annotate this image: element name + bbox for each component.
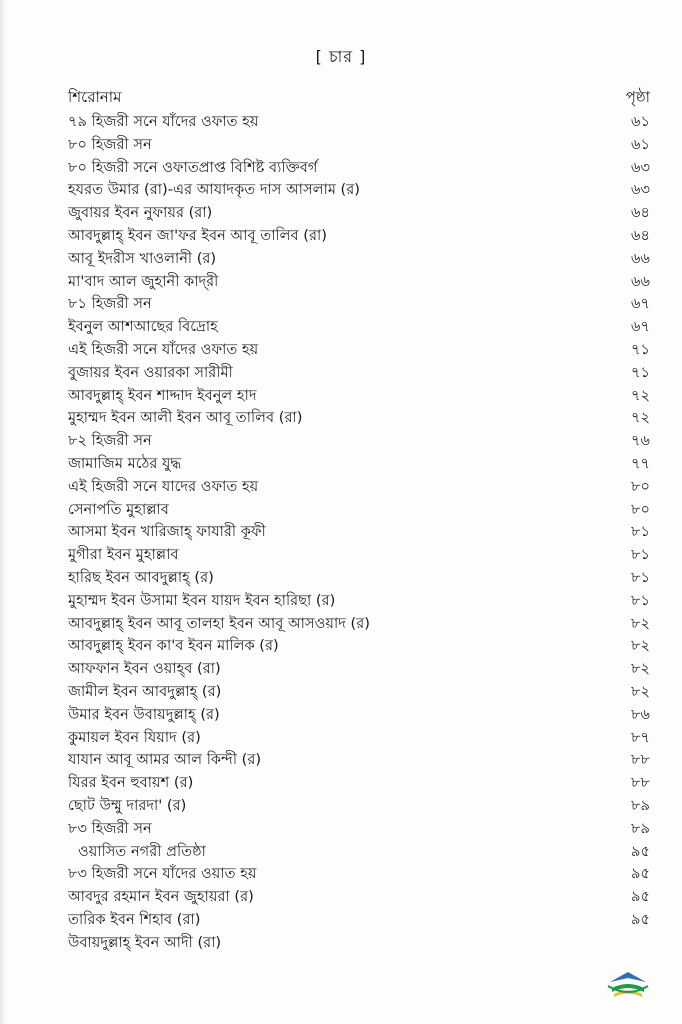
binding-shadow: [0, 0, 6, 1024]
title-column-heading: শিরোনাম: [68, 88, 122, 106]
toc-entry-page: ৮৯: [631, 796, 650, 814]
toc-entry: [68, 476, 650, 499]
toc-entry-page: ৮৭: [631, 728, 650, 746]
toc-entry: [68, 157, 650, 180]
toc-entry-page: ৮২: [631, 682, 650, 700]
toc-entry-page: ৮৮: [631, 774, 650, 792]
toc-entry: [68, 293, 650, 316]
toc-entry-title: মুহাম্মদ ইবন উসামা ইবন যায়দ ইবন হারিছা (র): [68, 591, 336, 609]
toc-entry-title: আবদুর রহমান ইবন জুহায়রা (র): [68, 888, 254, 906]
toc-entry: [68, 499, 650, 522]
toc-entry: [68, 841, 650, 864]
toc-entry: [68, 407, 650, 430]
toc-entry-title: ৭৯ হিজরী সনে যাঁদের ওফাত হয়: [68, 113, 259, 130]
toc-entry-page: ৬৩: [631, 158, 650, 176]
toc-entry-page: ৬৭: [631, 295, 650, 313]
toc-entry-title: বুজায়র ইবন ওয়ারকা সারীমী: [68, 363, 233, 381]
toc-entry-title: মুগীরা ইবন মুহাল্লাব: [68, 546, 179, 564]
toc-entry-title: ৮৩ হিজরী সন: [68, 819, 152, 837]
toc-entry-page: ৭৭: [631, 454, 650, 472]
toc-entry-page: ৮৮: [631, 751, 650, 769]
toc-entry-page: ৮২: [631, 637, 650, 655]
toc-entry: [68, 271, 650, 294]
toc-entry-page: ৮২: [631, 614, 650, 632]
toc-entry-title: আবদুল্লাহ্ ইবন আবূ তালহা ইবন আবূ আসওয়াদ (র): [68, 614, 370, 632]
toc-entry: [68, 248, 650, 271]
toc-entry: [68, 704, 650, 727]
toc-entry: [68, 886, 650, 909]
toc-entry: [68, 521, 650, 544]
toc-entry-title: আফফান ইবন ওয়াহ্‌ব (রা): [68, 660, 221, 678]
toc-entry-title: কুমায়ল ইবন যিয়াদ (র): [68, 728, 201, 746]
column-headings: [68, 86, 650, 108]
toc-entry-page: ৬৪: [631, 204, 650, 222]
toc-entry-page: ৭২: [631, 409, 650, 427]
table-of-contents: [68, 111, 650, 954]
toc-entry-title: যাযান আবূ আমর আল কিন্দী (র): [68, 751, 262, 769]
toc-entry: [68, 385, 650, 408]
toc-entry: [68, 134, 650, 157]
toc-entry-title: ইবনুল আশআছের বিদ্রোহ: [68, 318, 218, 336]
toc-entry-page: ৬৩: [631, 181, 650, 199]
toc-entry: [68, 179, 650, 202]
toc-entry: [68, 635, 650, 658]
toc-entry: [68, 202, 650, 225]
toc-entry-title: উমার ইবন উবায়দুল্লাহ্ (র): [68, 705, 220, 723]
toc-entry-title: জুবায়র ইবন নুফায়র (রা): [68, 204, 213, 222]
toc-entry: [68, 749, 650, 772]
toc-entry-page: ৮৯: [631, 819, 650, 837]
toc-entry: [68, 111, 650, 134]
toc-entry-title: আবদুল্লাহ্ ইবন কা'ব ইবন মালিক (র): [68, 637, 279, 655]
toc-entry-page: ৭১: [631, 363, 650, 381]
toc-entry-page: ৬৬: [631, 249, 650, 267]
toc-entry: [68, 613, 650, 636]
toc-entry-page: ৭৬: [631, 432, 650, 450]
toc-entry: [68, 225, 650, 248]
publisher-logo-icon: [604, 968, 652, 1002]
toc-entry-page: ৬৭: [631, 318, 650, 336]
toc-entry: [68, 567, 650, 590]
toc-entry-title: যিরর ইবন হুবায়শ (র): [68, 774, 194, 792]
toc-entry-page: ৮১: [631, 568, 650, 586]
toc-entry-page: ৬৬: [631, 272, 650, 290]
toc-entry-title: আবূ ইদরীস খাওলানী (র): [68, 249, 217, 267]
toc-entry-title: ছোট উম্মু দারদা' (র): [68, 796, 187, 814]
page-column-heading: পৃষ্ঠা: [625, 88, 650, 106]
toc-entry-title: সেনাপতি মুহাল্লাব: [68, 500, 169, 518]
toc-entry: [68, 658, 650, 681]
toc-entry-title: ৮০ হিজরী সন: [68, 135, 152, 153]
toc-entry-title: ৮২ হিজরী সন: [68, 432, 152, 450]
toc-entry-title: ৮৩ হিজরী সনে যাঁদের ওয়াত হয়: [68, 865, 257, 883]
toc-entry-page: ৮১: [631, 546, 650, 564]
toc-entry-page: ৮২: [631, 660, 650, 678]
toc-entry: [68, 544, 650, 567]
toc-entry-title: আসমা ইবন খারিজাহ্‌ ফাযারী কূফী: [68, 523, 266, 541]
toc-entry-page: ৮১: [631, 523, 650, 541]
toc-entry: [68, 430, 650, 453]
toc-entry-page: ৮১: [631, 591, 650, 609]
toc-entry-page: ৯৫: [631, 842, 650, 860]
toc-entry-title: উবায়দুল্লাহ্ ইবন আদী (রা): [68, 933, 222, 951]
toc-entry-page: ৭১: [631, 340, 650, 358]
toc-entry: [68, 727, 650, 750]
toc-entry: [68, 590, 650, 613]
toc-entry-title: ৮১ হিজরী সন: [68, 295, 152, 313]
toc-entry: [68, 772, 650, 795]
toc-entry-title: হারিছ ইবন আবদুল্লাহ্ (র): [68, 568, 214, 586]
toc-entry-page: ৮৬: [631, 705, 650, 723]
toc-entry: [68, 681, 650, 704]
toc-entry: [68, 339, 650, 362]
toc-entry-title: এই হিজরী সনে যাঁদের ওফাত হয়: [68, 340, 259, 358]
toc-entry: [68, 863, 650, 886]
toc-entry-title: ওয়াসিত নগরী প্রতিষ্ঠা: [78, 842, 206, 860]
toc-entry-page: ৮০: [631, 500, 650, 518]
toc-entry: [68, 818, 650, 841]
toc-entry-title: তারিক ইবন শিহাব (রা): [68, 910, 201, 928]
toc-entry: [68, 362, 650, 385]
toc-entry-title: আবদুল্লাহ্ ইবন শাদ্দাদ ইবনুল হাদ: [68, 386, 257, 404]
toc-entry: [68, 316, 650, 339]
toc-entry-page: ৮০: [631, 477, 650, 495]
toc-entry: [68, 453, 650, 476]
toc-entry-page: ৭২: [631, 386, 650, 404]
toc-entry-title: ৮০ হিজরী সনে ওফাতপ্রাপ্ত বিশিষ্ট ব্যক্তিবর্গ: [68, 158, 318, 176]
toc-entry-title: হযরত উমার (রা)-এর আযাদকৃত দাস আসলাম (র): [68, 181, 360, 199]
toc-entry-title: এই হিজরী সনে যাদের ওফাত হয়: [68, 477, 259, 495]
toc-entry-title: মা'বাদ আল জুহানী কাদ্‌রী: [68, 272, 219, 290]
toc-entry: [68, 795, 650, 818]
toc-entry-page: ৯৫: [631, 888, 650, 906]
toc-entry-page: ৯৫: [631, 865, 650, 883]
toc-entry-title: জামীল ইবন আবদুল্লাহ্ (র): [68, 682, 222, 700]
toc-entry-title: মুহাম্মদ ইবন আলী ইবন আবূ তালিব (রা): [68, 409, 303, 427]
toc-entry-page: ৬১: [631, 113, 650, 130]
toc-entry-page: ৬৪: [631, 226, 650, 244]
toc-entry: [68, 932, 650, 955]
toc-entry-page: ৯৫: [631, 910, 650, 928]
toc-entry-page: ৬১: [631, 135, 650, 153]
toc-entry-title: আবদুল্লাহ্ ইবন জা'ফর ইবন আবূ তালিব (রা): [68, 226, 327, 244]
toc-entry: [68, 909, 650, 932]
toc-entry-title: জামাজিম মঠের যুদ্ধ: [68, 454, 182, 472]
page-header: [ চার ]: [315, 47, 367, 66]
